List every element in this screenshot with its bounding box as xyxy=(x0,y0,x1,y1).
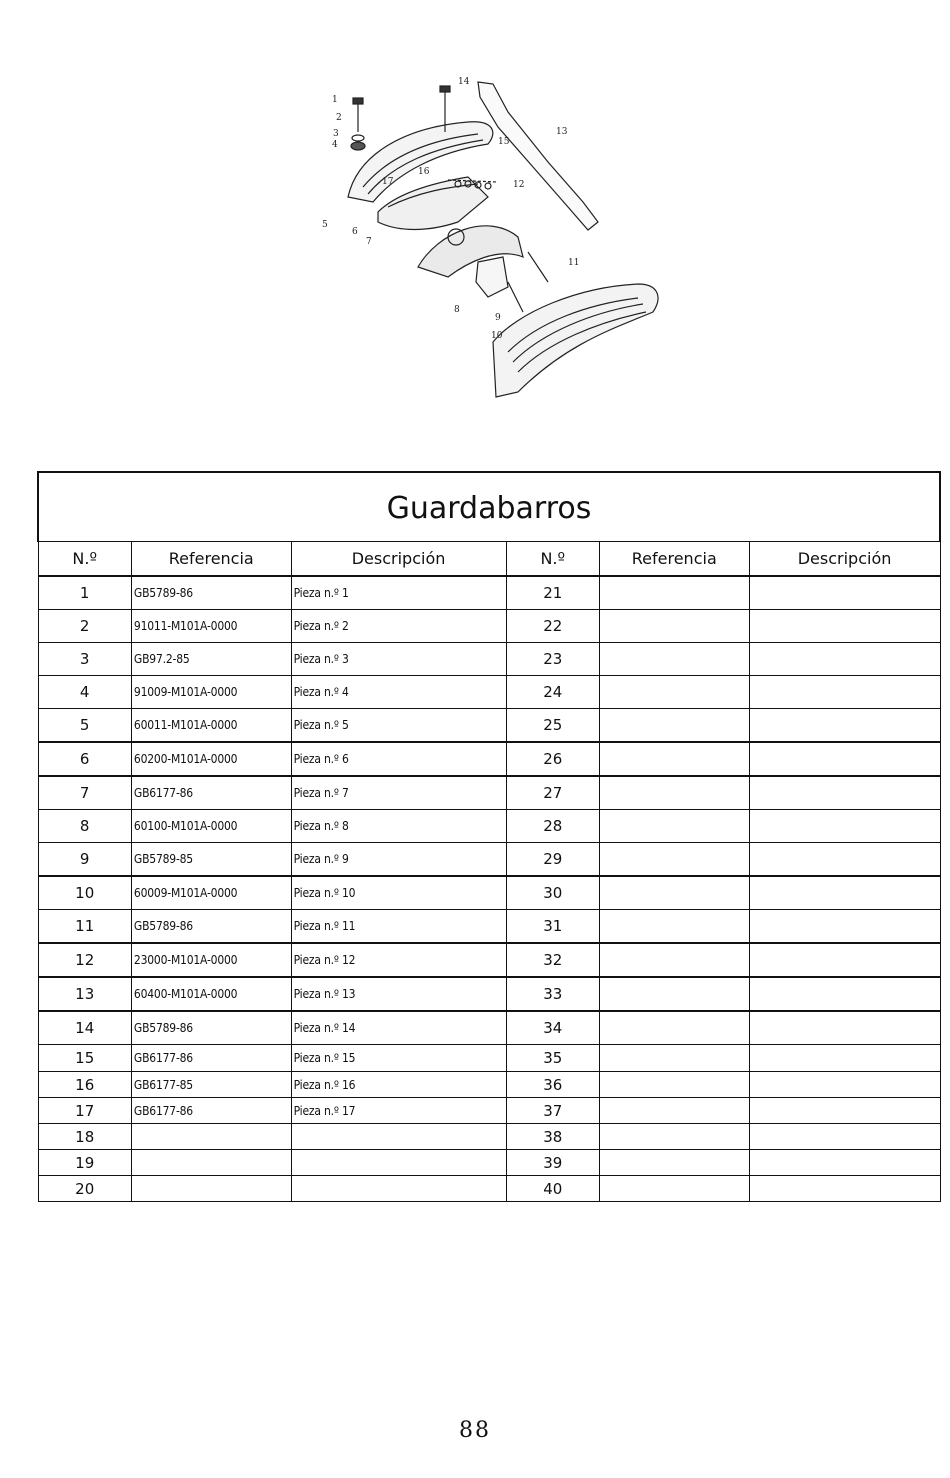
reference-cell-2 xyxy=(599,1011,749,1045)
reference-cell-2 xyxy=(599,709,749,743)
reference-cell-2 xyxy=(599,610,749,643)
description-cell: Pieza n.º 10 xyxy=(291,876,506,910)
callout-1: 1 xyxy=(332,95,338,105)
description-cell: Pieza n.º 8 xyxy=(291,810,506,843)
table-row xyxy=(38,1098,940,1124)
table-row xyxy=(38,1072,940,1098)
description-cell-2 xyxy=(749,910,940,944)
row-number-2: 36 xyxy=(506,1072,599,1098)
reference-cell-2 xyxy=(599,1176,749,1202)
row-number-2: 37 xyxy=(506,1098,599,1124)
row-number: 1 xyxy=(38,576,131,610)
reference-cell: GB5789-86 xyxy=(131,576,291,610)
column-header-description: Descripción xyxy=(291,542,506,577)
reference-cell: GB97.2-85 xyxy=(131,643,291,676)
table-row xyxy=(38,810,940,843)
description-cell: Pieza n.º 7 xyxy=(291,776,506,810)
reference-cell: 60400-M101A-0000 xyxy=(131,977,291,1011)
reference-cell: 23000-M101A-0000 xyxy=(131,943,291,977)
description-cell-2 xyxy=(749,709,940,743)
row-number: 19 xyxy=(38,1150,131,1176)
table-row xyxy=(38,843,940,877)
row-number: 14 xyxy=(38,1011,131,1045)
row-number: 11 xyxy=(38,910,131,944)
reference-cell: 60200-M101A-0000 xyxy=(131,742,291,776)
reference-cell-2 xyxy=(599,1045,749,1072)
reference-cell: GB6177-86 xyxy=(131,776,291,810)
reference-cell: 91011-M101A-0000 xyxy=(131,610,291,643)
reference-cell-2 xyxy=(599,742,749,776)
row-number-2: 32 xyxy=(506,943,599,977)
description-cell-2 xyxy=(749,1072,940,1098)
column-header-description-2: Descripción xyxy=(749,542,940,577)
row-number-2: 27 xyxy=(506,776,599,810)
description-cell-2 xyxy=(749,576,940,610)
reference-cell: GB5789-86 xyxy=(131,1011,291,1045)
reference-cell-2 xyxy=(599,1150,749,1176)
callout-13: 13 xyxy=(556,127,568,137)
row-number-2: 25 xyxy=(506,709,599,743)
column-header-reference: Referencia xyxy=(131,542,291,577)
description-cell-2 xyxy=(749,776,940,810)
row-number-2: 23 xyxy=(506,643,599,676)
table-row xyxy=(38,1045,940,1072)
description-cell-2 xyxy=(749,943,940,977)
table-row xyxy=(38,977,940,1011)
callout-9: 9 xyxy=(495,313,501,323)
callout-15: 15 xyxy=(498,137,510,147)
reference-cell-2 xyxy=(599,576,749,610)
table-row xyxy=(38,576,940,610)
callout-6: 6 xyxy=(352,227,358,237)
row-number-2: 33 xyxy=(506,977,599,1011)
reference-cell-2 xyxy=(599,943,749,977)
description-cell-2 xyxy=(749,1045,940,1072)
reference-cell-2 xyxy=(599,876,749,910)
row-number: 4 xyxy=(38,676,131,709)
row-number-2: 24 xyxy=(506,676,599,709)
row-number-2: 34 xyxy=(506,1011,599,1045)
reference-cell-2 xyxy=(599,810,749,843)
row-number: 18 xyxy=(38,1124,131,1150)
table-row xyxy=(38,610,940,643)
callout-7: 7 xyxy=(366,237,372,247)
callout-17: 17 xyxy=(382,177,394,187)
row-number-2: 26 xyxy=(506,742,599,776)
reference-cell-2 xyxy=(599,1098,749,1124)
table-row xyxy=(38,910,940,944)
page-number: 88 xyxy=(459,1418,491,1443)
row-number: 7 xyxy=(38,776,131,810)
row-number: 2 xyxy=(38,610,131,643)
row-number: 16 xyxy=(38,1072,131,1098)
column-header-no-2: N.º xyxy=(506,542,599,577)
table-row xyxy=(38,776,940,810)
callout-11: 11 xyxy=(568,258,580,268)
table-row xyxy=(38,1124,940,1150)
reference-cell-2 xyxy=(599,643,749,676)
description-cell: Pieza n.º 4 xyxy=(291,676,506,709)
description-cell xyxy=(291,1150,506,1176)
row-number: 17 xyxy=(38,1098,131,1124)
callout-3: 3 xyxy=(333,129,339,139)
reference-cell-2 xyxy=(599,776,749,810)
description-cell-2 xyxy=(749,1150,940,1176)
fender-assembly-drawing xyxy=(318,72,663,417)
description-cell-2 xyxy=(749,1176,940,1202)
table-row xyxy=(38,742,940,776)
row-number-2: 38 xyxy=(506,1124,599,1150)
callout-16: 16 xyxy=(418,167,430,177)
description-cell: Pieza n.º 6 xyxy=(291,742,506,776)
reference-cell: GB6177-86 xyxy=(131,1098,291,1124)
description-cell-2 xyxy=(749,643,940,676)
description-cell-2 xyxy=(749,843,940,877)
row-number-2: 39 xyxy=(506,1150,599,1176)
reference-cell: GB6177-86 xyxy=(131,1045,291,1072)
table-row xyxy=(38,676,940,709)
table-row xyxy=(38,709,940,743)
description-cell-2 xyxy=(749,1124,940,1150)
row-number: 10 xyxy=(38,876,131,910)
reference-cell-2 xyxy=(599,910,749,944)
reference-cell: 60100-M101A-0000 xyxy=(131,810,291,843)
table-row xyxy=(38,1150,940,1176)
description-cell-2 xyxy=(749,742,940,776)
callout-2: 2 xyxy=(336,113,342,123)
table-row xyxy=(38,1176,940,1202)
table-title: Guardabarros xyxy=(38,472,940,542)
reference-cell xyxy=(131,1176,291,1202)
row-number-2: 30 xyxy=(506,876,599,910)
description-cell-2 xyxy=(749,876,940,910)
reference-cell-2 xyxy=(599,1072,749,1098)
row-number: 20 xyxy=(38,1176,131,1202)
callout-4: 4 xyxy=(332,140,338,150)
row-number: 5 xyxy=(38,709,131,743)
reference-cell: 60009-M101A-0000 xyxy=(131,876,291,910)
row-number: 9 xyxy=(38,843,131,877)
reference-cell: 91009-M101A-0000 xyxy=(131,676,291,709)
callout-14: 14 xyxy=(458,77,470,87)
row-number: 13 xyxy=(38,977,131,1011)
description-cell: Pieza n.º 11 xyxy=(291,910,506,944)
row-number-2: 31 xyxy=(506,910,599,944)
description-cell: Pieza n.º 17 xyxy=(291,1098,506,1124)
reference-cell: GB5789-85 xyxy=(131,843,291,877)
row-number-2: 22 xyxy=(506,610,599,643)
description-cell: Pieza n.º 1 xyxy=(291,576,506,610)
row-number: 12 xyxy=(38,943,131,977)
description-cell: Pieza n.º 9 xyxy=(291,843,506,877)
description-cell xyxy=(291,1124,506,1150)
reference-cell: 60011-M101A-0000 xyxy=(131,709,291,743)
reference-cell-2 xyxy=(599,676,749,709)
description-cell: Pieza n.º 16 xyxy=(291,1072,506,1098)
reference-cell xyxy=(131,1124,291,1150)
row-number: 3 xyxy=(38,643,131,676)
description-cell-2 xyxy=(749,977,940,1011)
exploded-parts-diagram xyxy=(318,72,663,417)
table-row xyxy=(38,943,940,977)
description-cell: Pieza n.º 3 xyxy=(291,643,506,676)
description-cell-2 xyxy=(749,1011,940,1045)
table-header-row xyxy=(38,542,940,577)
description-cell: Pieza n.º 2 xyxy=(291,610,506,643)
callout-12: 12 xyxy=(513,180,525,190)
description-cell-2 xyxy=(749,610,940,643)
description-cell: Pieza n.º 13 xyxy=(291,977,506,1011)
row-number: 15 xyxy=(38,1045,131,1072)
description-cell: Pieza n.º 5 xyxy=(291,709,506,743)
description-cell: Pieza n.º 15 xyxy=(291,1045,506,1072)
row-number: 8 xyxy=(38,810,131,843)
description-cell: Pieza n.º 14 xyxy=(291,1011,506,1045)
table-row xyxy=(38,1011,940,1045)
reference-cell-2 xyxy=(599,1124,749,1150)
description-cell-2 xyxy=(749,676,940,709)
row-number-2: 28 xyxy=(506,810,599,843)
description-cell-2 xyxy=(749,810,940,843)
reference-cell: GB6177-85 xyxy=(131,1072,291,1098)
table-row xyxy=(38,643,940,676)
description-cell: Pieza n.º 12 xyxy=(291,943,506,977)
reference-cell-2 xyxy=(599,977,749,1011)
callout-8: 8 xyxy=(454,305,460,315)
row-number: 6 xyxy=(38,742,131,776)
description-cell-2 xyxy=(749,1098,940,1124)
table-row xyxy=(38,876,940,910)
callout-10: 10 xyxy=(491,331,503,341)
reference-cell-2 xyxy=(599,843,749,877)
row-number-2: 21 xyxy=(506,576,599,610)
reference-cell xyxy=(131,1150,291,1176)
row-number-2: 40 xyxy=(506,1176,599,1202)
row-number-2: 29 xyxy=(506,843,599,877)
reference-cell: GB5789-86 xyxy=(131,910,291,944)
parts-table xyxy=(37,471,941,1202)
callout-5: 5 xyxy=(322,220,328,230)
column-header-reference-2: Referencia xyxy=(599,542,749,577)
description-cell xyxy=(291,1176,506,1202)
column-header-no: N.º xyxy=(38,542,131,577)
row-number-2: 35 xyxy=(506,1045,599,1072)
